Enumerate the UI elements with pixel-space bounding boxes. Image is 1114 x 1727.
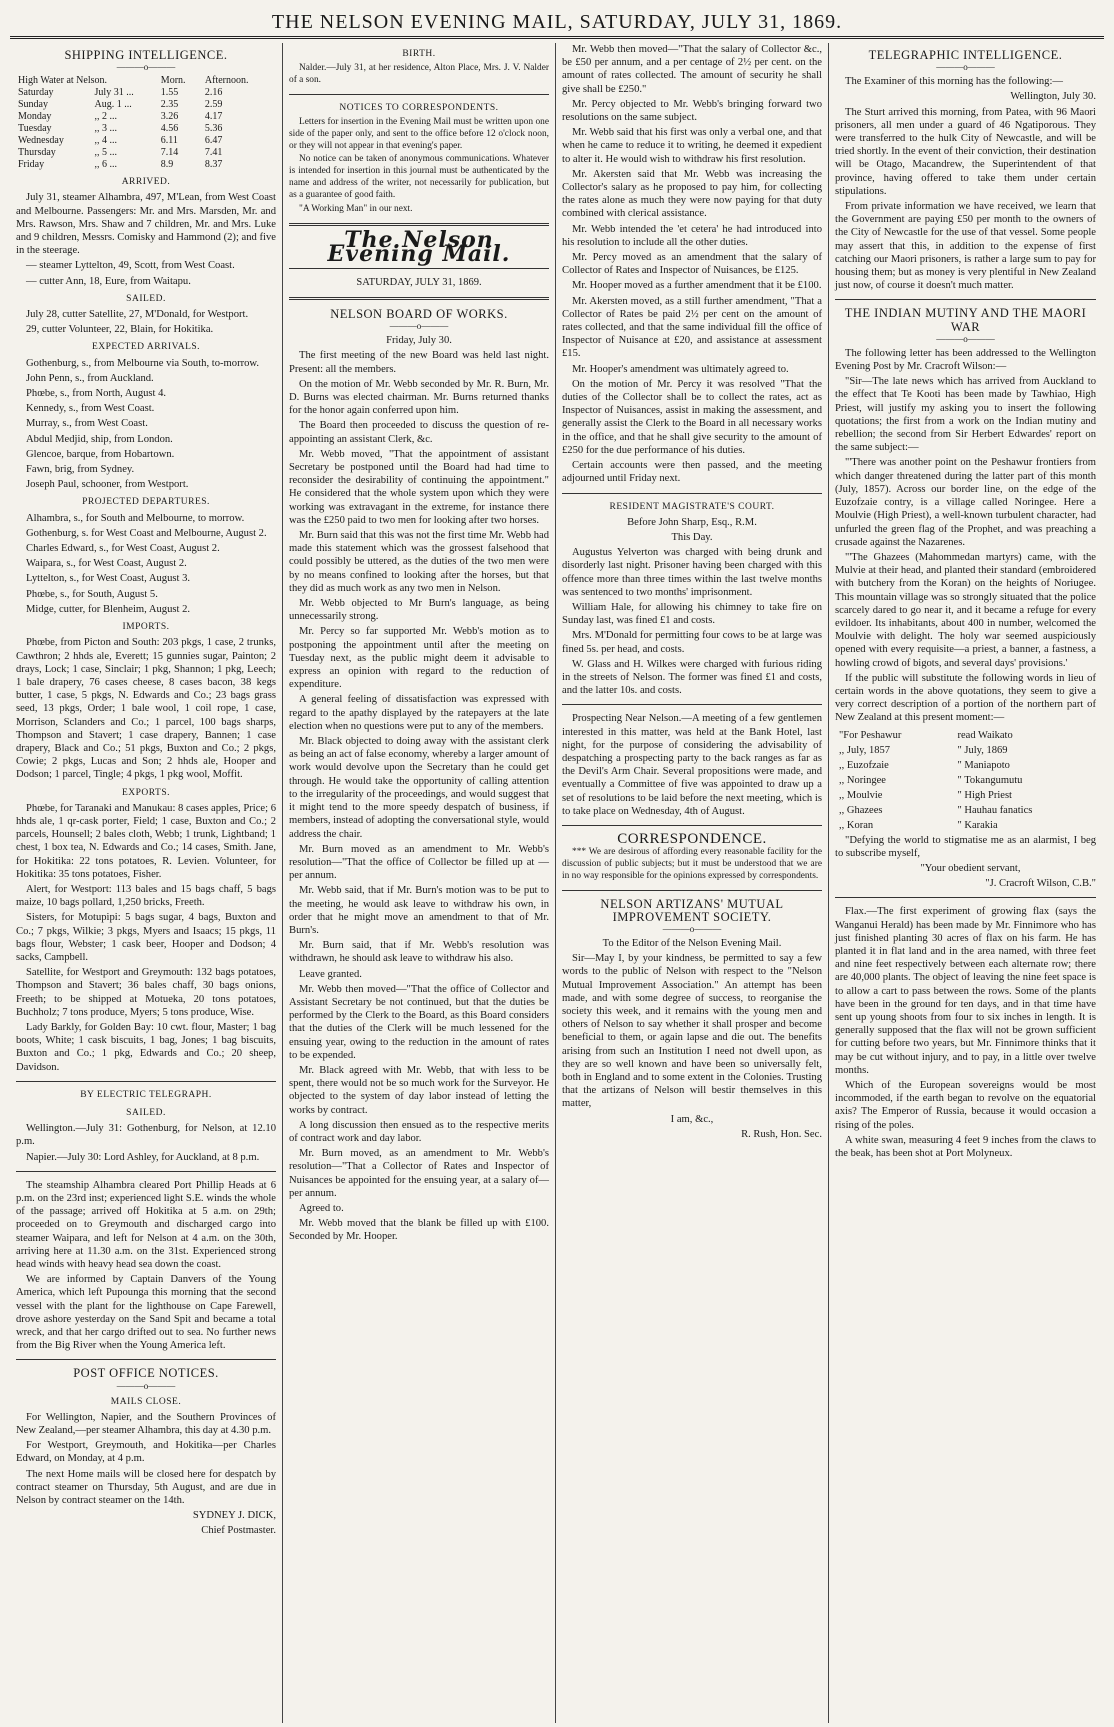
tide-header: High Water at Nelson.	[18, 75, 107, 87]
mail-notice: For Wellington, Napier, and the Southern Provinces of New Zealand,—per steamer Alhambra, this day at 4.30 p.m.	[16, 1411, 276, 1437]
notice-text: No notice can be taken of anonymous communications. Whatever is intended for insertion in this journal must be authenticated by the name and address of the writer, not necessarily for publication, but as a guarantee of good faith.	[289, 154, 549, 200]
table-row: ,, Noringee " Tokangumutu	[839, 774, 1023, 786]
mutiny-paragraph: "'There was another point on the Peshawur frontiers from which danger threatened during the latter part of this month (July, 1857). Across our border line, on the edge of the Euzofzaie contry, is a village called Noringee. Here a Moulvie (High Priest), a well-known turbulent character, had unfurled the green flag of the Prophet, and was preaching a crusade against the Nazarenes.	[835, 457, 1096, 548]
captain-report: We are informed by Captain Danvers of the Young America, which left Pupounga this morning that the second vessel with the plant for the lighthouse on Cape Farewell, drove ashore yesterday on the Sand Spit and became a total wreck, and that her cargo drifted out to sea. No further news from the Big River when the Young America left.	[16, 1274, 276, 1352]
postmaster-title: Chief Postmaster.	[201, 1525, 276, 1537]
postmaster-signature: SYDNEY J. DICK,	[192, 1510, 276, 1522]
court-case: Augustus Yelverton was charged with being drunk and disorderly last night. Prisoner having been charged with this offence more than three times within the last twelve months was sentenced to two months' imprisonment.	[562, 547, 822, 598]
mails-close-title: MAILS CLOSE.	[110, 1396, 182, 1407]
mail-notice: The next Home mails will be closed here for despatch by contract steamer on Thursday, 5th August, and are due in Nelson by contract steamer on the 14th.	[16, 1468, 276, 1507]
imports-text: Phœbe, from Picton and South: 203 pkgs, 1 case, 2 trunks, Cawthron; 2 hhds ale, Everett; 15 gunnies sugar, Painton; 2 drays, Lock; 1 case, Sinclair; 1 pkg, Shannon; 1 pkg, Leech; 1 bale drapery, 76 cases cheese, 8 cases bacon, 38 kegs butter, 1 case, 5 pkgs, N. Edwards and Co.; 23 bags grass seed, 13 pkgs, Order; 1 bale wool, 1 coil rope, 1 case, Morrison, Sclanders and Co.; 1 parcel, 100 bags sharps, Thompson and Stavert; 1 case drapery, Bannen; 1 case drapery, Black and Co.; 51 pkgs, Buxton and Co.; 2 pkgs, Cowie; 2 pkgs, Lucas and Son; 2 hhds ale, Hooper and Dodson; 1 parcel, Tingle; 4 pkgs, 1 pkg wool, Moffit.	[16, 637, 276, 781]
paragraph: A general feeling of dissatisfaction was expressed with regard to the apathy displayed by the ratepayers at the late election when no questions were put to any of the members.	[289, 694, 549, 732]
list-item: Joseph Paul, schooner, from Westport.	[26, 479, 189, 491]
exports-text: Satellite, for Westport and Greymouth: 132 bags potatoes, Thompson and Stavert; 36 bales chaff, 30 bags onions, Freeth; to be shipped at Motueka, 20 tons potatoes, Buchholz; 7 tons produce, Myers; 5 tons produce, Wise.	[16, 967, 276, 1018]
table-row: "For Peshawur read Waikato	[839, 729, 1013, 741]
paragraph: Mr. Percy moved as an amendment that the salary of Collector of Rates and Inspector of Nuisances, be £125.	[562, 252, 822, 277]
mutiny-paragraph: If the public will substitute the following words in lieu of certain words in the above quotations, they seem to give a very correct description of a portion of the northern part of New Zealand at this present moment:—	[835, 672, 1096, 724]
list-item: Kennedy, s., from West Coast.	[26, 403, 155, 415]
tel-paragraph: The Sturt arrived this morning, from Patea, with 96 Maori prisoners, all men under a guard of 46 Ngatiporous. They were transferred to the hulk City of Newcastle, and will be tried shortly. In the event of their conviction, their destination will be Otago, Macandrew, the Superintendent of that province, having offered to take them under certain stipulations.	[835, 106, 1096, 197]
mutiny-signature: "J. Cracroft Wilson, C.B."	[985, 878, 1096, 890]
arrived-entry: — cutter Ann, 18, Eure, from Waitapu.	[26, 275, 191, 287]
columns	[10, 43, 1104, 1723]
paragraph: Mr. Webb then moved—"That the office of Collector and Assistant Secretary be not continued, but that the duties be performed by the Clerk to the Board, as this Board considers that the duties of the Clerk will be much lessened for the ensuing year, owing to the reduction in the amount of rates to be expended.	[289, 983, 549, 1061]
divider	[289, 223, 549, 226]
paragraph: Mr. Webb moved, "That the appointment of assistant Secretary be postponed until the Board had had time to reconsider the desirability of continuing the appointment." He considered that the whole system upon which they were working was extravagant in the extreme, for instance there was the £250 paid to two men for looking after two horses.	[289, 448, 549, 526]
list-item: Midge, cutter, for Blenheim, August 2.	[26, 603, 191, 615]
letter-close: I am, &c.,	[670, 1113, 714, 1125]
telegraphic-title: TELEGRAPHIC INTELLIGENCE.	[868, 48, 1063, 62]
court-title: RESIDENT MAGISTRATE'S COURT.	[609, 501, 775, 512]
shipping-title: SHIPPING INTELLIGENCE.	[64, 48, 228, 62]
divider	[562, 493, 822, 494]
tide-row: Monday ,, 2 ... 3.26 4.17	[18, 111, 223, 123]
tide-row: Thursday ,, 5 ... 7.14 7.41	[18, 147, 223, 159]
dateline: SATURDAY, JULY 31, 1869.	[356, 276, 482, 288]
divider	[562, 825, 822, 826]
court-case: W. Glass and H. Wilkes were charged with furious riding in the streets of Nelson. The former was fined £1 and costs, and the latter 10s. and costs.	[562, 658, 822, 697]
ornament	[289, 322, 549, 331]
paragraph: Mr. Black objected to doing away with the assistant clerk as being an act of false economy, whereby a larger amount of work would devolve upon the Secretary than he could get through. He would take the opportunity of calling attention to the irregularity of the proceedings, and would suggest that it might tend to the more speedy despatch of business, if members, instead of adopting the conversational style, would address the chair.	[289, 736, 549, 840]
mutiny-paragraph: "Defying the world to stigmatise me as an alarmist, I beg to subscribe myself,	[835, 834, 1096, 859]
arrived-entry: — steamer Lyttelton, 49, Scott, from West Coast.	[26, 260, 235, 272]
projected-list	[16, 512, 276, 616]
letter-signature: R. Rush, Hon. Sec.	[741, 1128, 822, 1140]
paragraph: The first meeting of the new Board was held last night. Present: all the members.	[289, 350, 549, 375]
list-item: John Penn, s., from Auckland.	[26, 372, 154, 384]
divider	[16, 1081, 276, 1082]
arrived-title: ARRIVED.	[121, 177, 171, 188]
flax-paragraph: Flax.—The first experiment of growing flax (says the Wanganui Herald) has been made by Mr. Finnimore who has just finished planting 30 acres of flax on his farm. He has planted it in flat land and in the area named, with three feet and nine feet respectively between each alternate row; there are 40,000 plants. The object of leaving the nine feet space is to allow a cart to pass between the rows. Some of the plants have been in the ground for ten days, and in that time have sent up young shoots from four to six inches in length. It is generally supposed that the flax will not be grown sufficient for cutting before two years, but Mr. Finnimore thinks that it may be cut without injury, and to pay, in a little over twelve months.	[835, 906, 1096, 1076]
expected-list	[16, 357, 276, 492]
list-item: Alhambra, s., for South and Melbourne, to morrow.	[26, 512, 245, 524]
list-item: Lyttelton, s., for West Coast, August 3.	[26, 573, 191, 585]
exports-title: EXPORTS.	[121, 787, 171, 798]
letter-text: Sir—May I, by your kindness, be permitted to say a few words to the public of Nelson with respect to the "Nelson Mutual Improvement Association." An attempt has been made, and with some degree of success, to reorganise the society this week, and it remains with the young men and others of Nelson to say whether it shall prosper and become beneficial to them, or again lapse and die out. The benefits arising from such an Institution I need not dwell upon, as they are so well known and have been so universally felt, both in England and to some extent in the Colonies. Trusting that the artizans of Nelson will bestir themselves in this matter,	[562, 953, 822, 1110]
divider	[835, 897, 1096, 898]
masthead: THE NELSON EVENING MAIL, SATURDAY, JULY 31, 1869.	[271, 11, 843, 33]
arrived-entry: July 31, steamer Alhambra, 497, M'Lean, from West Coast and Melbourne. Passengers: Mr. and Mrs. Marsden, Mr. and Mrs. Rawson, Mrs. Shaw and 7 children, Mr. and Mrs. Luke and 9 children, Messrs. Comisky and Hammond (2); and five in the steerage.	[16, 192, 276, 257]
column-2	[283, 43, 556, 1723]
artizans-title: NELSON ARTIZANS' MUTUAL IMPROVEMENT SOCIETY.	[600, 896, 784, 924]
divider	[835, 299, 1096, 300]
ornament	[562, 925, 822, 934]
divider	[289, 268, 549, 269]
paragraph: Mr. Black agreed with Mr. Webb, that with less to be spent, there would not be so much work for the Surveyor. He objected to the system of day labor instead of letting the works by contract.	[289, 1064, 549, 1116]
sovereigns-paragraph: Which of the European sovereigns would be most incommoded, if the earth began to revolve on the equatorial axis? The Emperor of Russia, because it would occasion a rising of the poles.	[835, 1080, 1096, 1131]
paragraph: Certain accounts were then passed, and the meeting adjourned until Friday next.	[562, 460, 822, 485]
court-case: William Hale, for allowing his chimney to take fire on Sunday last, was fined £1 and costs.	[562, 601, 822, 627]
table-row: ,, July, 1857 " July, 1869	[839, 744, 1008, 756]
ornament	[16, 1382, 276, 1391]
board-date: Friday, July 30.	[386, 335, 452, 347]
ornament	[16, 63, 276, 72]
court-day: This Day.	[671, 531, 713, 543]
tel-paragraph: From private information we have received, we learn that the Government are paying £50 per month to the owners of the City of Newcastle for the use of that vessel. Some people may assert that this, in addition to the expense of first catching our Maori prisoners, is rather a large sum to pay for housing them; but as money is very plentiful in New Zealand just now, of course it doesn't much matter.	[835, 201, 1096, 292]
sailed-title: SAILED.	[126, 293, 166, 304]
telegraph-entry: Wellington.—July 31: Gothenburg, for Nelson, at 12.10 p.m.	[16, 1123, 276, 1148]
list-item: Fawn, brig, from Sydney.	[26, 464, 135, 476]
paragraph: Mr. Akersten said that Mr. Webb was increasing the Collector's salary as he proposed to pay him, for collecting the rates alone as much they were now paying for that duty combined with clerical assistance.	[562, 168, 822, 220]
list-item: Charles Edward, s., for West Coast, August 2.	[26, 543, 220, 555]
mutiny-paragraph: "'The Ghazees (Mahommedan martyrs) came, with the Mulvie at their head, and planted their standard (embroidered with butchery from the Koran) on the heights of Noriugee. This mountain village was so strongly situated that the police scarcely dared to go near it, and it became a refuge for every evildoer. Its inhabitants, about 400 in number, welcomed the Moulvie with delight. The holy war seemed auspiciously opened with every requisite—a priest, a banner, a fastness, a howling crowd of bigots, and several days' provisions.'	[835, 551, 1096, 669]
ornament	[835, 63, 1096, 72]
prospecting-text: Prospecting Near Nelson.—A meeting of a few gentlemen interested in this matter, was held at the Bank Hotel, last night, for the purpose of considering the advisability of despatching a prospecting party to the back ranges as far as the Devil's Arm Chair. Several propositions were made, and eventually a Committee of five was appointed to draw up a set of resolutions to be laid before the next meeting, which is to take place on Wednesday, 4th of August.	[562, 713, 822, 817]
mail-notice: For Westport, Greymouth, and Hokitika—per Charles Edward, on Monday, at 4 p.m.	[16, 1440, 276, 1465]
column-3	[556, 43, 829, 1723]
table-row: ,, Koran " Karakia	[839, 819, 998, 831]
board-title: NELSON BOARD OF WORKS.	[330, 306, 508, 321]
paragraph: On the motion of Mr. Webb seconded by Mr. R. Burn, Mr. D. Burns was elected chairman. Mr. Burns returned thanks for the honor again conferred upon him.	[289, 378, 549, 417]
to-editor: To the Editor of the Nelson Evening Mail.	[602, 937, 782, 949]
divider	[562, 704, 822, 705]
paragraph: Mr. Burn moved as an amendment to Mr. Webb's resolution—"That the office of Collector be filled up at — per annum.	[289, 843, 549, 882]
court-case: Mrs. M'Donald for permitting four cows to be at large was fined 5s. per head, and costs.	[562, 630, 822, 655]
notices-title: NOTICES TO CORRESPONDENTS.	[339, 102, 499, 113]
tide-row: Sunday Aug. 1 ... 2.35 2.59	[18, 99, 223, 111]
sailed-entry: July 28, cutter Satellite, 27, M'Donald, for Westport.	[26, 309, 249, 321]
masthead-rule	[10, 36, 1104, 39]
expected-title: EXPECTED ARRIVALS.	[91, 342, 201, 353]
divider	[16, 1171, 276, 1172]
paragraph: Mr. Webb said that his first was only a verbal one, and that when he came to reduce it to writing, he deemed it expedient to alter it. He would wish to withdraw his first resolution.	[562, 127, 822, 165]
telegraph-sailed: SAILED.	[126, 1108, 166, 1118]
paragraph: A long discussion then ensued as to the respective merits of contract work and day labor.	[289, 1119, 549, 1144]
divider	[16, 1359, 276, 1360]
exports-text: Alert, for Westport: 113 bales and 15 bags chaff, 5 bags maize, 10 bags pollard, 1,250 bricks, Freeth.	[16, 883, 276, 909]
paragraph: Mr. Webb intended the 'et cetera' he had introduced into his resolution to include all the other duties.	[562, 223, 822, 248]
tel-dateline: Wellington, July 30.	[1010, 91, 1096, 103]
correspondence-title: CORRESPONDENCE.	[617, 830, 767, 847]
ornament	[835, 335, 1096, 344]
paragraph: Mr. Percy objected to Mr. Webb's bringing forward two resolutions on the same subject.	[562, 98, 822, 124]
telegraph-entry: Napier.—July 30: Lord Ashley, for Auckland, at 8 p.m.	[26, 1151, 260, 1163]
divider	[289, 297, 549, 300]
paragraph: Mr. Webb moved that the blank be filled up with £100. Seconded by Mr. Hooper.	[289, 1218, 549, 1243]
tide-table	[16, 75, 276, 171]
projected-title: PROJECTED DEPARTURES.	[82, 497, 210, 508]
paragraph: The Board then proceeded to discuss the question of re-appointing an assistant Clerk, &c.	[289, 420, 549, 445]
post-office-title: POST OFFICE NOTICES.	[73, 1366, 219, 1381]
alhambra-report: The steamship Alhambra cleared Port Phillip Heads at 6 p.m. on the 23rd inst; experienced light S.E. winds the whole of the passage; arrived off Hokitika at 5 a.m. on 29th; proceeded on to Greymouth and discharged cargo into steamer Waipara, and left for Nelson at 4 a.m. on the 30th, arriving here at 11.30 a.m. on the 31st. Experienced strong head winds with heavy head sea down the coast.	[16, 1179, 276, 1271]
exports-text: Lady Barkly, for Golden Bay: 10 cwt. flour, Master; 1 bag boots, White; 1 cask biscuits, 1 bag, Jones; 1 bag biscuits, Buxton and Co.; 1 pkg, Edwards and Co.; 20 sheep, Davidson.	[16, 1021, 276, 1073]
birth-title: BIRTH.	[402, 49, 436, 59]
mutiny-paragraph: The following letter has been addressed to the Wellington Evening Post by Mr. Cracroft Wilson:—	[835, 347, 1096, 373]
notice-text: Letters for insertion in the Evening Mail must be written upon one side of the paper only, and sent to the office before 12 o'clock noon, or they will not appear in that evening's paper.	[289, 117, 549, 151]
list-item: Gothenburg, s. for West Coast and Melbourne, August 2.	[26, 527, 267, 539]
list-item: Phœbe, s., from North, August 4.	[26, 388, 167, 400]
paragraph: Mr. Burn moved, as an amendment to Mr. Webb's resolution—"That a Collector of Rates and Inspector of Nuisances be appointed for the ensuing year, at a salary of—per annum.	[289, 1148, 549, 1199]
tide-row: Tuesday ,, 3 ... 4.56 5.36	[18, 123, 223, 135]
tide-header: Morn.	[160, 75, 186, 87]
table-row: ,, Ghazees " Hauhau fanatics	[839, 804, 1033, 816]
list-item: Murray, s., from West Coast.	[26, 418, 148, 430]
court-before: Before John Sharp, Esq., R.M.	[627, 516, 757, 528]
swan-paragraph: A white swan, measuring 4 feet 9 inches from the claws to the beak, has been shot at Port Molyneux.	[835, 1134, 1096, 1160]
paragraph: Leave granted.	[299, 968, 362, 980]
column-1	[10, 43, 283, 1723]
table-row: ,, Moulvie " High Priest	[839, 789, 1012, 801]
telegraph-title: BY ELECTRIC TELEGRAPH.	[80, 1089, 212, 1100]
paragraph: On the motion of Mr. Percy it was resolved "That the duties of the Collector shall be to collect the rates, act as Inspector of Nuisances, assist in making the assessment, and generally assist the Clerk to the Board in all necessary works in the office, and that he shall give security to the amount of £250 for the due performance of his duties.	[562, 378, 822, 456]
list-item: Glencoe, barque, from Hobartown.	[26, 448, 175, 460]
column-4	[829, 43, 1102, 1723]
birth-notice: Nalder.—July 31, at her residence, Alton Place, Mrs. J. V. Nalder of a son.	[289, 63, 549, 85]
imports-title: IMPORTS.	[122, 622, 170, 633]
paragraph: Mr. Webb then moved—"That the salary of Collector &c., be £50 per annum, and a per centage of 2½ per cent. on the amount of rates collected. The amount of security he shall give shall be £250."	[562, 44, 822, 95]
tide-row: Wednesday ,, 4 ... 6.11 6.47	[18, 135, 223, 147]
list-item: Gothenburg, s., from Melbourne via South, to-morrow.	[26, 357, 260, 369]
sailed-entry: 29, cutter Volunteer, 22, Blain, for Hokitika.	[26, 324, 214, 336]
notice-text: "A Working Man" in our next.	[299, 203, 413, 214]
list-item: Waipara, s., for West Coast, August 2.	[26, 558, 187, 570]
nameplate: The Nelson Evening Mail.	[327, 227, 511, 267]
paragraph: Mr. Akersten moved, as a still further amendment, "That a Collector of Rates be paid 2½ per cent on the amount of rates collected, and that the same individual fill the office of Inspector of Nuisance at £20, and assistance at assessment £15.	[562, 295, 822, 360]
paragraph: Mr. Hooper's amendment was ultimately agreed to.	[572, 363, 789, 375]
paragraph: Mr. Burn said that this was not the first time Mr. Webb had made this statement which was the grossest falsehood that could possibly be uttered, as the duties of the two men were by no means confined to looking after the horses, but that they did as much work as any two men in Nelson.	[289, 530, 549, 594]
mutiny-title: THE INDIAN MUTINY AND THE MAORI WAR	[844, 306, 1087, 334]
mutiny-paragraph: "Sir—The late news which has arrived from Auckland to the effect that Te Kooti has been made by Tawhiao, High Priest, will justify my asking you to insert the following quotations; the first from a work on the Indian mutiny and rebellion; the second from Sir Herbert Edwardes' report on the same subject:—	[835, 376, 1096, 454]
correspondence-note: *** We are desirous of affording every reasonable facility for the discussion of public subjects; but it must be understood that we are in no way responsible for the opinions expressed by correspondents.	[562, 847, 822, 881]
mutiny-closing: "Your obedient servant,	[920, 862, 1021, 874]
exports-text: Phœbe, for Taranaki and Manukau: 8 cases apples, Price; 6 hhds ale, 1 qr-cask porter, Field; 1 case, Buxton and Co.; 2 parcels, Hounsell; 2 bales cloth, Webb; 1 trunk, Lightband; 1 chest, 1 box tea, N. Edwards and Co.; 14 cases, Smith. Jane, for Hokitika: 22 tons potatoes, R. Levien. Volunteer, for Hokitika: 35 tons potatoes, Fisher.	[16, 802, 277, 880]
tide-row: Friday ,, 6 ... 8.9 8.37	[18, 159, 223, 171]
table-row: ,, Euzofzaie " Maniapoto	[839, 759, 1010, 771]
exports-text: Sisters, for Motupipi: 5 bags sugar, 4 bags, Buxton and Co.; 7 pkgs, Wilkie; 3 pkgs, Myers and Isaacs; 15 pkgs, 11 bags flour, Webster; 1 cask beer, Hooper and Dodson; 4 sacks, Campbell.	[16, 912, 276, 963]
tide-row: Saturday July 31 ... 1.55 2.16	[18, 87, 223, 99]
paragraph: Mr. Webb said, that if Mr. Burn's motion was to be put to the meeting, he would ask leave to withdraw his own, in order that he might move an amendment to that of Mr. Burn's.	[289, 885, 549, 936]
tel-intro: The Examiner of this morning has the following:—	[845, 76, 1064, 88]
paragraph: Mr. Webb objected to Mr Burn's language, as being unnecessarily strong.	[289, 598, 549, 623]
tide-header: Afternoon.	[204, 75, 249, 87]
divider	[562, 890, 822, 891]
paragraph: Agreed to.	[299, 1202, 344, 1214]
substitution-table	[835, 727, 1096, 834]
paragraph: Mr. Burn said, that if Mr. Webb's resolution was withdrawn, he should ask leave to withdraw his also.	[289, 940, 549, 965]
paragraph: Mr. Percy so far supported Mr. Webb's motion as to postponing the appointment until after the meeting on Tuesday next, as the public might deem it advisable to express an opinion with regard to the reduction of expenditure.	[289, 626, 549, 691]
list-item: Abdul Medjid, ship, from London.	[26, 433, 173, 445]
divider	[289, 94, 549, 95]
paragraph: Mr. Hooper moved as a further amendment that it be £100.	[572, 280, 822, 292]
list-item: Phœbe, s., for South, August 5.	[26, 588, 158, 600]
